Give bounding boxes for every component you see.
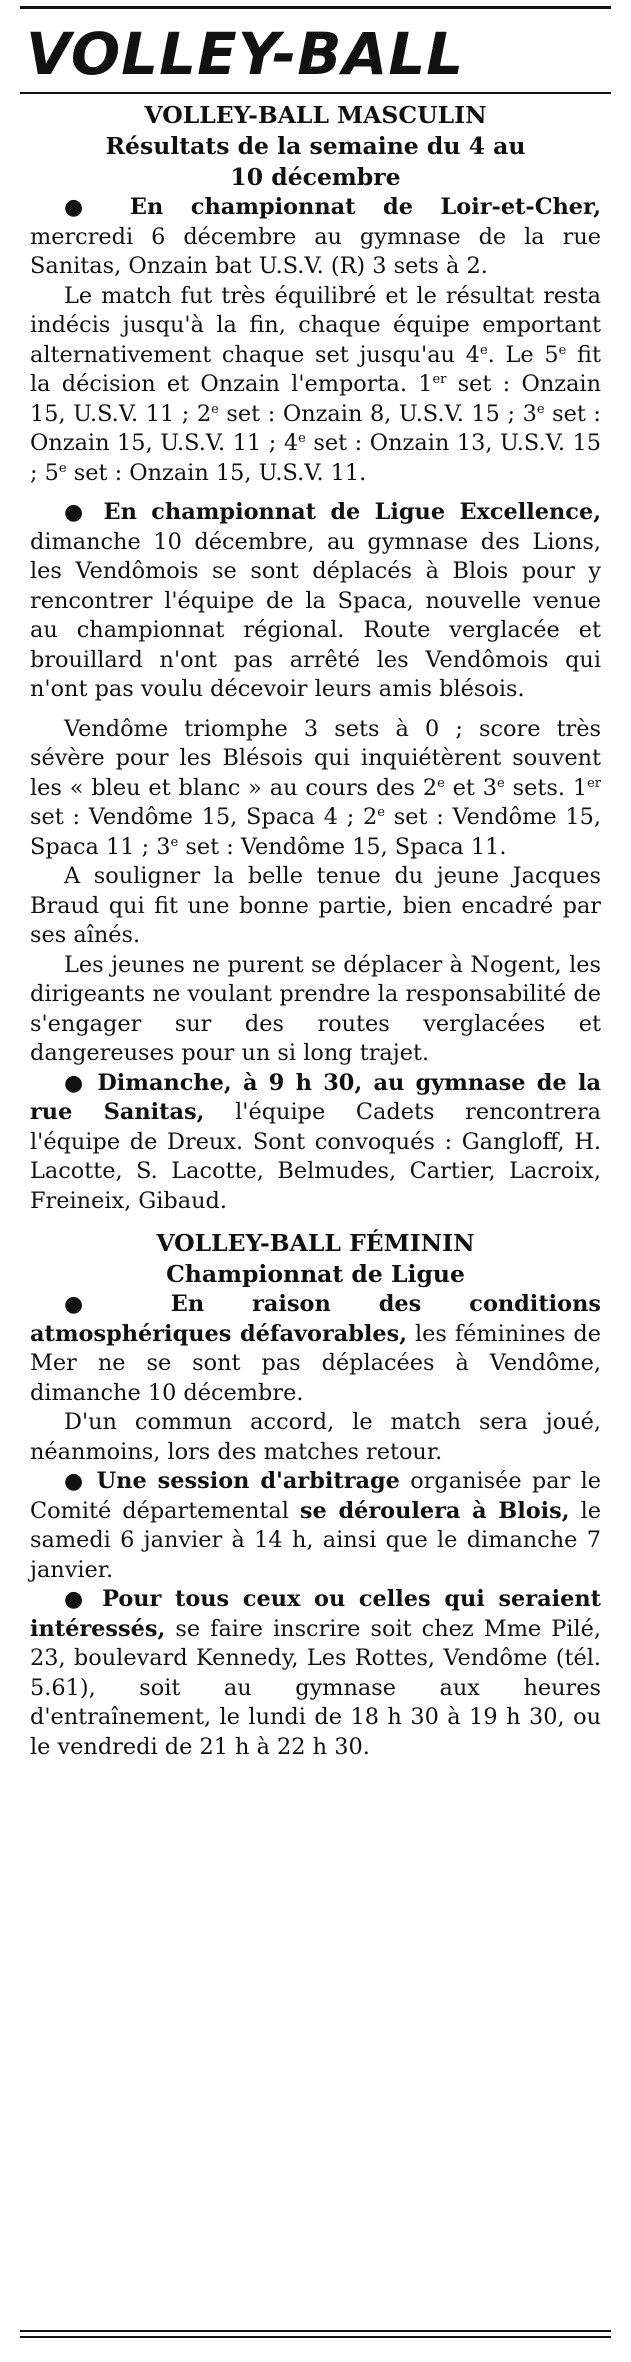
bullet-icon: ● — [64, 1587, 90, 1612]
paragraph-match-report: Le match fut très équilibré et le résultat resta indécis jusqu'à la fin, chaque équipe emportant alternativement chaque set jusqu'au 4e. Le 5e fit la décision et Onzain l'emporta. 1er set : Onzain 15, U.S.V. 11 ; 2e set : Onzain 8, U.S.V. 15 ; 3e set : Onzain 15, U.S.V. 11 ; 4e set : Onzain 13, U.S.V. 15 ; 5e set : Onzain 15, U.S.V. 11. — [30, 282, 602, 486]
section-heading-feminin: VOLLEY-BALL FÉMININ — [156, 1229, 475, 1257]
paragraph-jeunes: Les jeunes ne purent se déplacer à Nogent, les dirigeants ne voulant prendre la responsabilité de s'engager sur des routes verglacées et dangereuses pour un si long trajet. — [30, 951, 601, 1066]
top-rule — [20, 6, 611, 9]
page-title: VOLLEY-BALL — [26, 20, 465, 88]
lead-bold: Pour tous ceux ou celles qui seraient intéressés, — [30, 1586, 601, 1642]
paragraph-text: mercredi 6 décembre au gymnase de la rue Sanitas, Onzain bat U.S.V. (R) 3 sets à 2. — [30, 223, 601, 279]
paragraph-text: l'équipe Cadets rencontrera l'équipe de Dreux. Sont convoqués : Gangloff, H. Lacotte, S. Lacotte, Belmudes, Cartier, Lacroix, Freineix, Gibaud. — [30, 1099, 601, 1214]
bullet-icon: ● — [64, 500, 90, 525]
bullet-icon: ● — [64, 1292, 124, 1317]
article-body — [30, 98, 601, 1762]
paragraph-braud: A souligner la belle tenue du jeune Jacques Braud qui fit une bonne partie, bien encadré par ses aînés. — [30, 863, 601, 948]
bottom-rule-double — [20, 2336, 611, 2338]
lead-bold: Dimanche, à 9 h 30, au gymnase de la rue Sanitas, — [30, 1069, 602, 1125]
paragraph-loir-et-cher — [30, 193, 601, 282]
bullet-icon: ● — [64, 195, 103, 220]
title-rule — [20, 92, 611, 94]
lead-bold: En championnat de Ligue Excellence, — [103, 499, 601, 525]
paragraph-text: organisée par le Comité départemental — [30, 1468, 601, 1524]
paragraph-text: les féminines de Mer ne se sont pas déplacées à Vendôme, dimanche 10 décembre. — [30, 1320, 602, 1406]
paragraph-inscription — [30, 1585, 601, 1762]
section-subheading-ligue: Championnat de Ligue — [166, 1260, 465, 1288]
paragraph-vendome-triumph: Vendôme triomphe 3 sets à 0 ; score très sévère pour les Blésois qui inquiétèrent souvent les « bleu et blanc » au cours des 2e et 3e sets. 1er set : Vendôme 15, Spaca 4 ; 2e set : Vendôme 15, Spaca 11 ; 3e set : Vendôme 15, Spaca 11. — [30, 715, 602, 860]
paragraph-accord: D'un commun accord, le match sera joué, néanmoins, lors des matches retour. — [30, 1409, 601, 1465]
section-heading-masculin: VOLLEY-BALL MASCULIN — [144, 101, 487, 129]
paragraph-cadets — [30, 1069, 601, 1217]
paragraph-text: dimanche 10 décembre, au gymnase des Lions, les Vendômois se sont déplacés à Blois pour y rencontrer l'équipe de la Spaca, nouvelle venue au championnat régional. Route verglacée et brouillard n'ont pas arrêté les Vendômois qui n'ont pas voulu décevoir leurs amis blésois. — [30, 528, 601, 702]
lead-bold: Une session d'arbitrage — [96, 1468, 400, 1494]
paragraph-text: se faire inscrire soit chez Mme Pilé, 23, boulevard Kennedy, Les Rottes, Vendôme (tél. 5.61), soit au gymnase aux heures d'entraînement, le lundi de 18 h 30 à 19 h 30, ou le vendredi de 21 h à 22 h 30. — [30, 1615, 601, 1760]
section-subheading-results: Résultats de la semaine du 4 au 10 décembre — [105, 132, 526, 191]
paragraph-ligue-excellence — [30, 498, 601, 705]
bottom-rule — [20, 2330, 611, 2332]
paragraph-text: le samedi 6 janvier à 14 h, ainsi que le dimanche 7 janvier. — [30, 1497, 602, 1583]
lead-bold: se déroulera à Blois, — [299, 1497, 570, 1524]
paragraph-arbitrage — [30, 1467, 601, 1585]
bullet-icon: ● — [64, 1070, 87, 1096]
bullet-icon: ● — [64, 1469, 87, 1494]
lead-bold: En championnat de Loir-et-Cher, — [129, 194, 602, 220]
lead-bold: En raison des conditions atmosphériques défavorables, — [30, 1291, 601, 1347]
paragraph-conditions — [30, 1290, 601, 1408]
